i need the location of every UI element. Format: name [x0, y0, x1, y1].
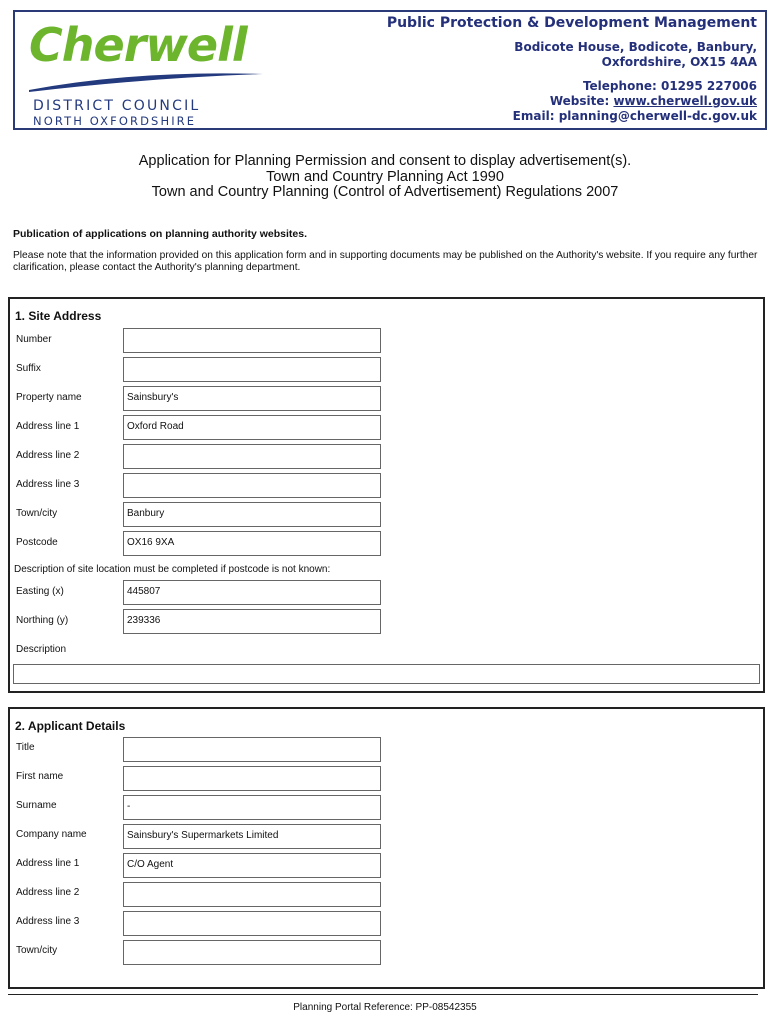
field-label: Address line 1 — [16, 858, 80, 869]
publication-text: Please note that the information provided on this application form and in supporting documents may be published on the Authority's website. If you require any further clarification, please contact the Authority's planning department. — [13, 250, 758, 273]
easting-input[interactable]: 445807 — [123, 580, 381, 605]
email-label: Email: — [512, 109, 559, 123]
field-label: Address line 2 — [16, 887, 80, 898]
footer-divider — [8, 994, 758, 995]
title-input[interactable] — [123, 737, 381, 762]
company-name-input[interactable]: Sainsbury's Supermarkets Limited — [123, 824, 381, 849]
property-name-input[interactable]: Sainsbury's — [123, 386, 381, 411]
website-line — [387, 94, 757, 109]
title-line3: Town and Country Planning (Control of Advertisement) Regulations 2007 — [151, 184, 619, 200]
field-label: Property name — [16, 392, 82, 403]
number-input[interactable] — [123, 328, 381, 353]
cherwell-logo — [27, 18, 267, 130]
field-label: Town/city — [16, 945, 58, 956]
first-name-input[interactable] — [123, 766, 381, 791]
field-label: Surname — [16, 800, 57, 811]
website-link[interactable]: www.cherwell.gov.uk — [613, 94, 757, 108]
section-title: 2. Applicant Details — [15, 719, 126, 733]
publication-heading: Publication of applications on planning authority websites. — [13, 228, 308, 240]
field-label: Suffix — [16, 363, 41, 374]
field-label: Town/city — [16, 508, 58, 519]
applicant-address-line1-input[interactable]: C/O Agent — [123, 853, 381, 878]
section-title: 1. Site Address — [15, 309, 102, 323]
portal-reference: Planning Portal Reference: PP-08542355 — [293, 1002, 477, 1013]
address-line1: Bodicote House, Bodicote, Banbury, — [514, 40, 757, 54]
applicant-address-line3-input[interactable] — [123, 911, 381, 936]
website-label: Website: — [549, 94, 614, 108]
location-note: Description of site location must be completed if postcode is not known: — [14, 564, 331, 575]
address-line1-input[interactable]: Oxford Road — [123, 415, 381, 440]
description-input[interactable] — [13, 664, 760, 684]
logo-north-oxfordshire: NORTH OXFORDSHIRE — [33, 114, 197, 128]
field-label: Number — [16, 334, 52, 345]
field-label: Address line 3 — [16, 916, 80, 927]
field-label: Address line 3 — [16, 479, 80, 490]
field-label: Address line 2 — [16, 450, 80, 461]
field-label: Description — [16, 644, 67, 655]
contact-block — [387, 15, 757, 124]
field-label: Postcode — [16, 537, 58, 548]
field-label: Company name — [16, 829, 87, 840]
title-line1: Application for Planning Permission and consent to display advertisement(s). — [138, 153, 632, 169]
address-line3-input[interactable] — [123, 473, 381, 498]
field-label: Title — [16, 742, 35, 753]
address-line2: Oxfordshire, OX15 4AA — [601, 55, 757, 69]
suffix-input[interactable] — [123, 357, 381, 382]
postcode-input[interactable]: OX16 9XA — [123, 531, 381, 556]
email-line — [387, 109, 757, 124]
field-label: Northing (y) — [16, 615, 69, 626]
department-name: Public Protection & Development Management — [386, 15, 757, 31]
field-label: Easting (x) — [16, 586, 64, 597]
field-label: First name — [16, 771, 64, 782]
title-line2: Town and Country Planning Act 1990 — [266, 168, 504, 185]
northing-input[interactable]: 239336 — [123, 609, 381, 634]
surname-input[interactable]: - — [123, 795, 381, 820]
logo-swoosh-icon — [27, 68, 267, 94]
town-city-input[interactable]: Banbury — [123, 502, 381, 527]
applicant-details-section — [8, 707, 765, 989]
telephone: Telephone: 01295 227006 — [582, 79, 757, 93]
logo-wordmark: Cherwell — [29, 18, 247, 72]
letterhead — [13, 10, 767, 130]
field-label: Address line 1 — [16, 421, 80, 432]
form-title — [0, 154, 770, 201]
address-line2-input[interactable] — [123, 444, 381, 469]
logo-district-council: DISTRICT COUNCIL — [33, 98, 201, 114]
applicant-address-line2-input[interactable] — [123, 882, 381, 907]
email-link[interactable]: planning@cherwell-dc.gov.uk — [558, 109, 757, 123]
site-address-section — [8, 297, 765, 693]
applicant-town-city-input[interactable] — [123, 940, 381, 965]
